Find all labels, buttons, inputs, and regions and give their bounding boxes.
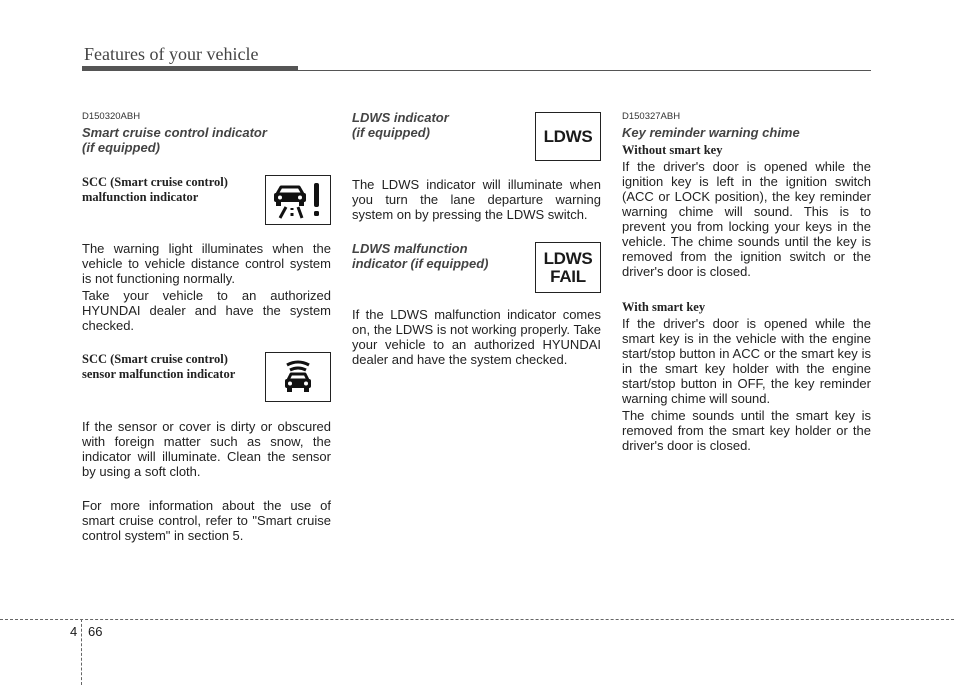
chapter-number: 4 xyxy=(70,624,78,639)
scc-malfunction-para-1: The warning light illuminates when the vehicle to vehicle distance control system is not functioning normally. xyxy=(82,241,331,286)
ldws-fail-para: If the LDWS malfunction indicator comes on, the LDWS is not working properly. Take your vehicle to an authorized HYUNDAI dealer and have the system checked. xyxy=(352,307,601,367)
without-smart-key-label: Without smart key xyxy=(622,143,723,157)
ldws-icon: LDWS xyxy=(535,112,601,161)
page-title: Features of your vehicle xyxy=(84,44,259,64)
section-heading-ldws: LDWS indicator (if equipped) xyxy=(352,110,449,140)
header-rule xyxy=(82,70,871,71)
footer-rule xyxy=(0,619,954,620)
ldws-fail-icon: LDWS FAIL xyxy=(535,242,601,293)
section-heading-key-reminder: Key reminder warning chime xyxy=(622,125,800,140)
ldws-para: The LDWS indicator will illuminate when you turn the lane departure warning system on by pressing the LDWS switch. xyxy=(352,177,601,222)
car-warning-icon xyxy=(271,180,325,220)
scc-malfunction-icon xyxy=(265,175,331,225)
scc-sensor-para-1: If the sensor or cover is dirty or obscured with foreign matter such as snow, the indicator will illuminate. Clean the sensor by using a soft cloth. xyxy=(82,419,331,479)
scc-malfunction-label: SCC (Smart cruise control) malfunction indicator xyxy=(82,175,228,204)
scc-sensor-icon xyxy=(265,352,331,402)
scc-sensor-label: SCC (Smart cruise control) sensor malfunction indicator xyxy=(82,352,236,381)
section-heading-scc: Smart cruise control indicator (if equipped) xyxy=(82,125,267,155)
section-heading-ldws-fail: LDWS malfunction indicator (if equipped) xyxy=(352,241,489,271)
footer-divider xyxy=(81,619,82,685)
section-code: D150320ABH xyxy=(82,111,141,122)
scc-sensor-para-2: For more information about the use of smart cruise control, refer to "Smart cruise control system" in section 5. xyxy=(82,498,331,543)
without-smart-key-para: If the driver's door is opened while the ignition key is left in the ignition switch (ACC or LOCK position), the key reminder warning chime will sound. This is to prevent you from locking your keys in the vehicle. The chime sounds until the key is removed from the ignition switch or the driver's door is closed. xyxy=(622,159,871,279)
car-sensor-icon xyxy=(278,358,318,396)
with-smart-key-label: With smart key xyxy=(622,300,706,314)
scc-malfunction-para-2: Take your vehicle to an authorized HYUNDAI dealer and have the system checked. xyxy=(82,288,331,333)
page-number: 66 xyxy=(88,624,103,639)
with-smart-key-para-2: The chime sounds until the smart key is removed from the smart key holder or the driver's door is closed. xyxy=(622,408,871,453)
with-smart-key-para-1: If the driver's door is opened while the smart key is in the vehicle with the engine start/stop button in ACC or the smart key is in the smart key holder with the engine start/stop button in OFF, the key reminder warning chime will sound. xyxy=(622,316,871,406)
section-code: D150327ABH xyxy=(622,111,681,122)
